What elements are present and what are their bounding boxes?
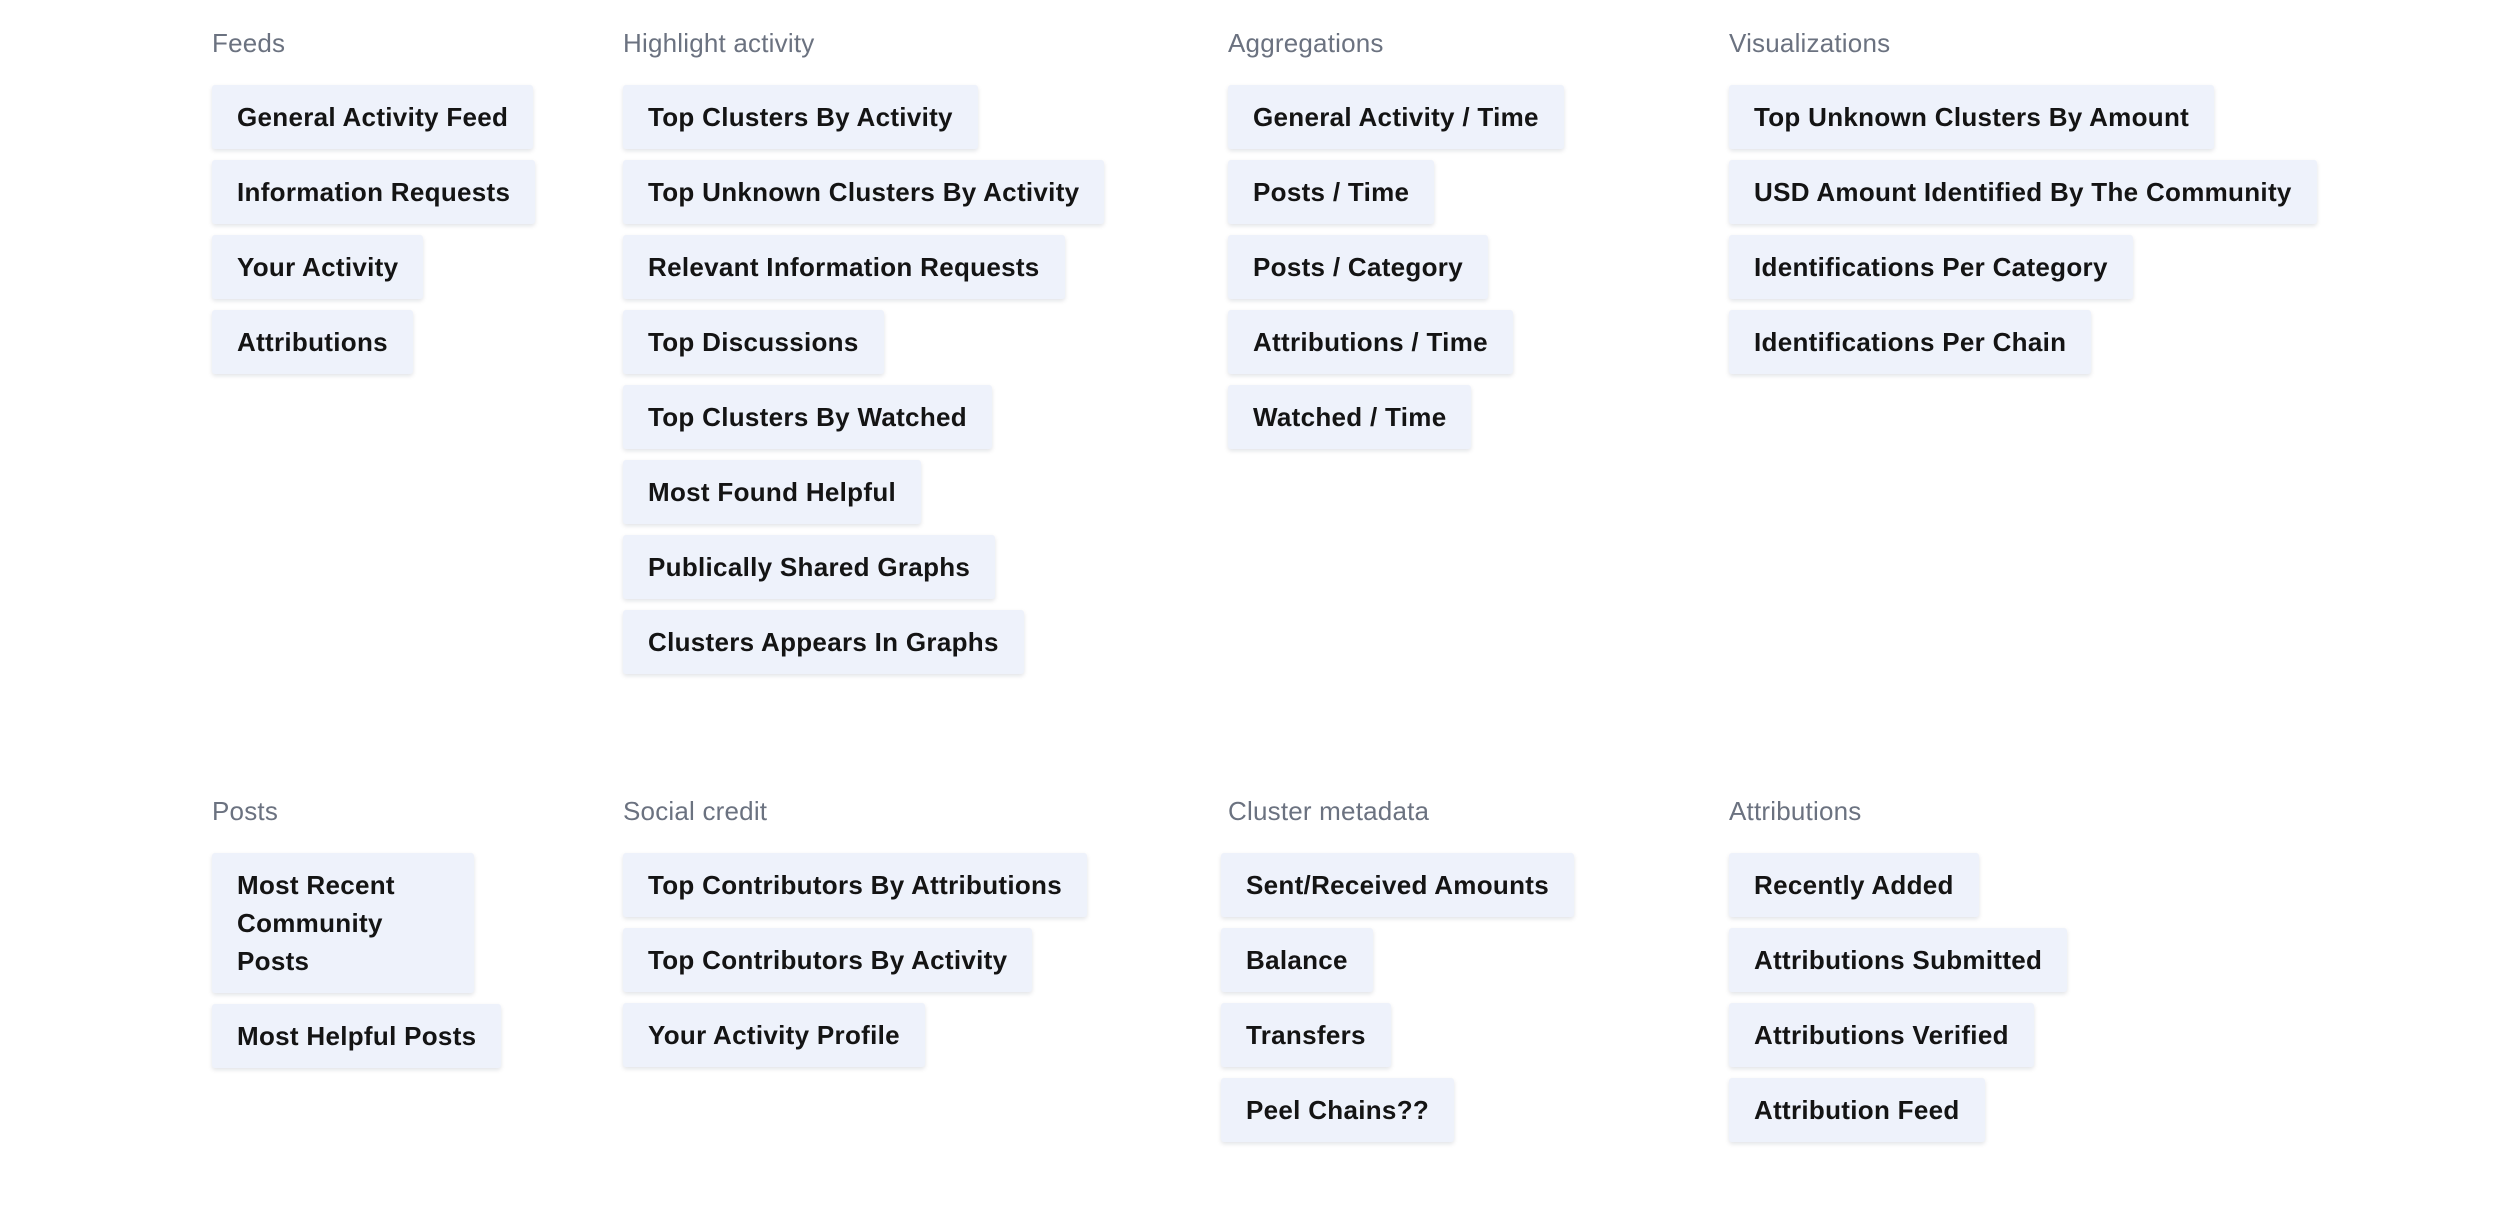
group-title: Cluster metadata [1228,796,1430,826]
group-title: Attributions [1729,796,1862,826]
top-contributors-by-attributions-button[interactable]: Top Contributors By Attributions [623,853,1087,917]
watched-time-button[interactable]: Watched / Time [1228,385,1471,449]
group-attributions [1729,793,2349,1153]
most-recent-community-posts-button[interactable]: Most Recent Community Posts [212,853,474,993]
transfers-button[interactable]: Transfers [1221,1003,1391,1067]
group-social-credit [623,793,1243,1078]
sent-received-amounts-button[interactable]: Sent/Received Amounts [1221,853,1574,917]
top-discussions-button[interactable]: Top Discussions [623,310,884,374]
your-activity-button[interactable]: Your Activity [212,235,423,299]
attributions-time-button[interactable]: Attributions / Time [1228,310,1513,374]
information-requests-button[interactable]: Information Requests [212,160,535,224]
top-unknown-clusters-by-activity-button[interactable]: Top Unknown Clusters By Activity [623,160,1104,224]
most-helpful-posts-button[interactable]: Most Helpful Posts [212,1004,501,1068]
most-found-helpful-button[interactable]: Most Found Helpful [623,460,921,524]
top-clusters-by-activity-button[interactable]: Top Clusters By Activity [623,85,978,149]
attributions-submitted-button[interactable]: Attributions Submitted [1729,928,2067,992]
peel-chains-button[interactable]: Peel Chains?? [1221,1078,1454,1142]
group-title: Social credit [623,796,768,826]
balance-button[interactable]: Balance [1221,928,1373,992]
publically-shared-graphs-button[interactable]: Publically Shared Graphs [623,535,995,599]
group-title: Posts [212,796,279,826]
your-activity-profile-button[interactable]: Your Activity Profile [623,1003,925,1067]
posts-time-button[interactable]: Posts / Time [1228,160,1434,224]
top-clusters-by-watched-button[interactable]: Top Clusters By Watched [623,385,992,449]
group-highlight-activity [623,25,1243,685]
attribution-feed-button[interactable]: Attribution Feed [1729,1078,1985,1142]
top-unknown-clusters-by-amount-button[interactable]: Top Unknown Clusters By Amount [1729,85,2214,149]
group-title: Highlight activity [623,28,815,58]
identifications-per-category-button[interactable]: Identifications Per Category [1729,235,2133,299]
usd-amount-identified-button[interactable]: USD Amount Identified By The Community [1729,160,2317,224]
identifications-per-chain-button[interactable]: Identifications Per Chain [1729,310,2091,374]
group-title: Feeds [212,28,286,58]
group-visualizations [1729,25,2349,385]
general-activity-time-button[interactable]: General Activity / Time [1228,85,1564,149]
recently-added-button[interactable]: Recently Added [1729,853,1979,917]
relevant-information-requests-button[interactable]: Relevant Information Requests [623,235,1065,299]
attributions-verified-button[interactable]: Attributions Verified [1729,1003,2034,1067]
clusters-appears-in-graphs-button[interactable]: Clusters Appears In Graphs [623,610,1024,674]
group-title: Visualizations [1729,28,1891,58]
attributions-feed-button[interactable]: Attributions [212,310,413,374]
group-title: Aggregations [1228,28,1384,58]
general-activity-feed-button[interactable]: General Activity Feed [212,85,533,149]
top-contributors-by-activity-button[interactable]: Top Contributors By Activity [623,928,1032,992]
posts-category-button[interactable]: Posts / Category [1228,235,1488,299]
